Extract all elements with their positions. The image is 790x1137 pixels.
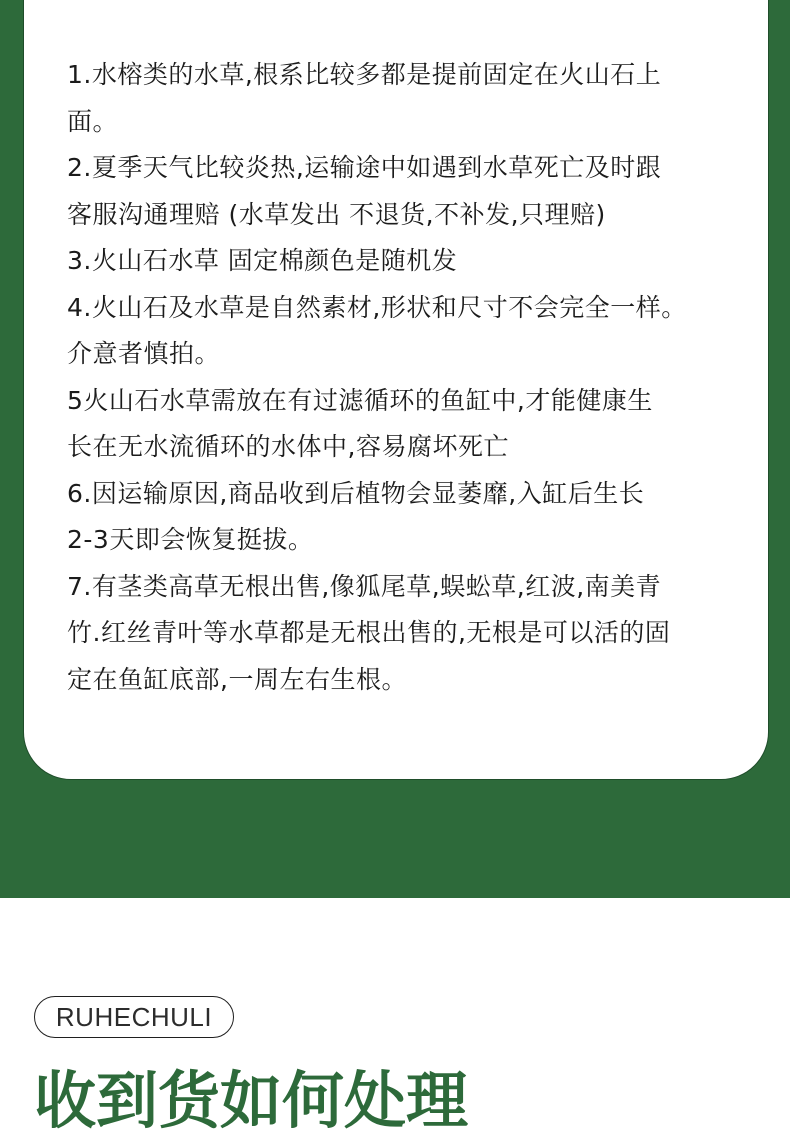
notice-line: 6.因运输原因,商品收到后植物会显萎靡,入缸后生长 [67, 478, 645, 508]
notice-line: 2-3天即会恢复挺拔。 [67, 525, 314, 554]
notice-line: 介意者慎拍。 [67, 339, 221, 368]
notice-line: 1.水榕类的水草,根系比较多都是提前固定在火山石上 [67, 60, 662, 89]
notice-line: 客服沟通理赔 (水草发出 不退货,不补发,只理赔) [67, 199, 606, 229]
notice-card [23, 0, 769, 780]
notice-line: 面。 [67, 106, 119, 136]
section-tag: RUHECHULI [34, 996, 234, 1038]
notice-line: 定在鱼缸底部,一周左右生根。 [67, 664, 407, 694]
notice-list [67, 52, 757, 703]
handling-section [0, 898, 790, 1137]
notice-line: 7.有茎类高草无根出售,像狐尾草,蜈蚣草,红波,南美青 [67, 571, 662, 601]
section-heading: 收到货如何处理 [34, 1064, 469, 1137]
notice-line: 4.火山石及水草是自然素材,形状和尺寸不会完全一样。 [67, 292, 687, 322]
notice-line: 3.火山石水草 固定棉颜色是随机发 [67, 246, 458, 275]
notice-line: 竹.红丝青叶等水草都是无根出售的,无根是可以活的固 [67, 618, 671, 647]
notice-line: 5火山石水草需放在有过滤循环的鱼缸中,才能健康生 [67, 385, 653, 415]
notice-line: 2.夏季天气比较炎热,运输途中如遇到水草死亡及时跟 [67, 153, 662, 182]
notice-line: 长在无水流循环的水体中,容易腐坏死亡 [67, 432, 509, 461]
